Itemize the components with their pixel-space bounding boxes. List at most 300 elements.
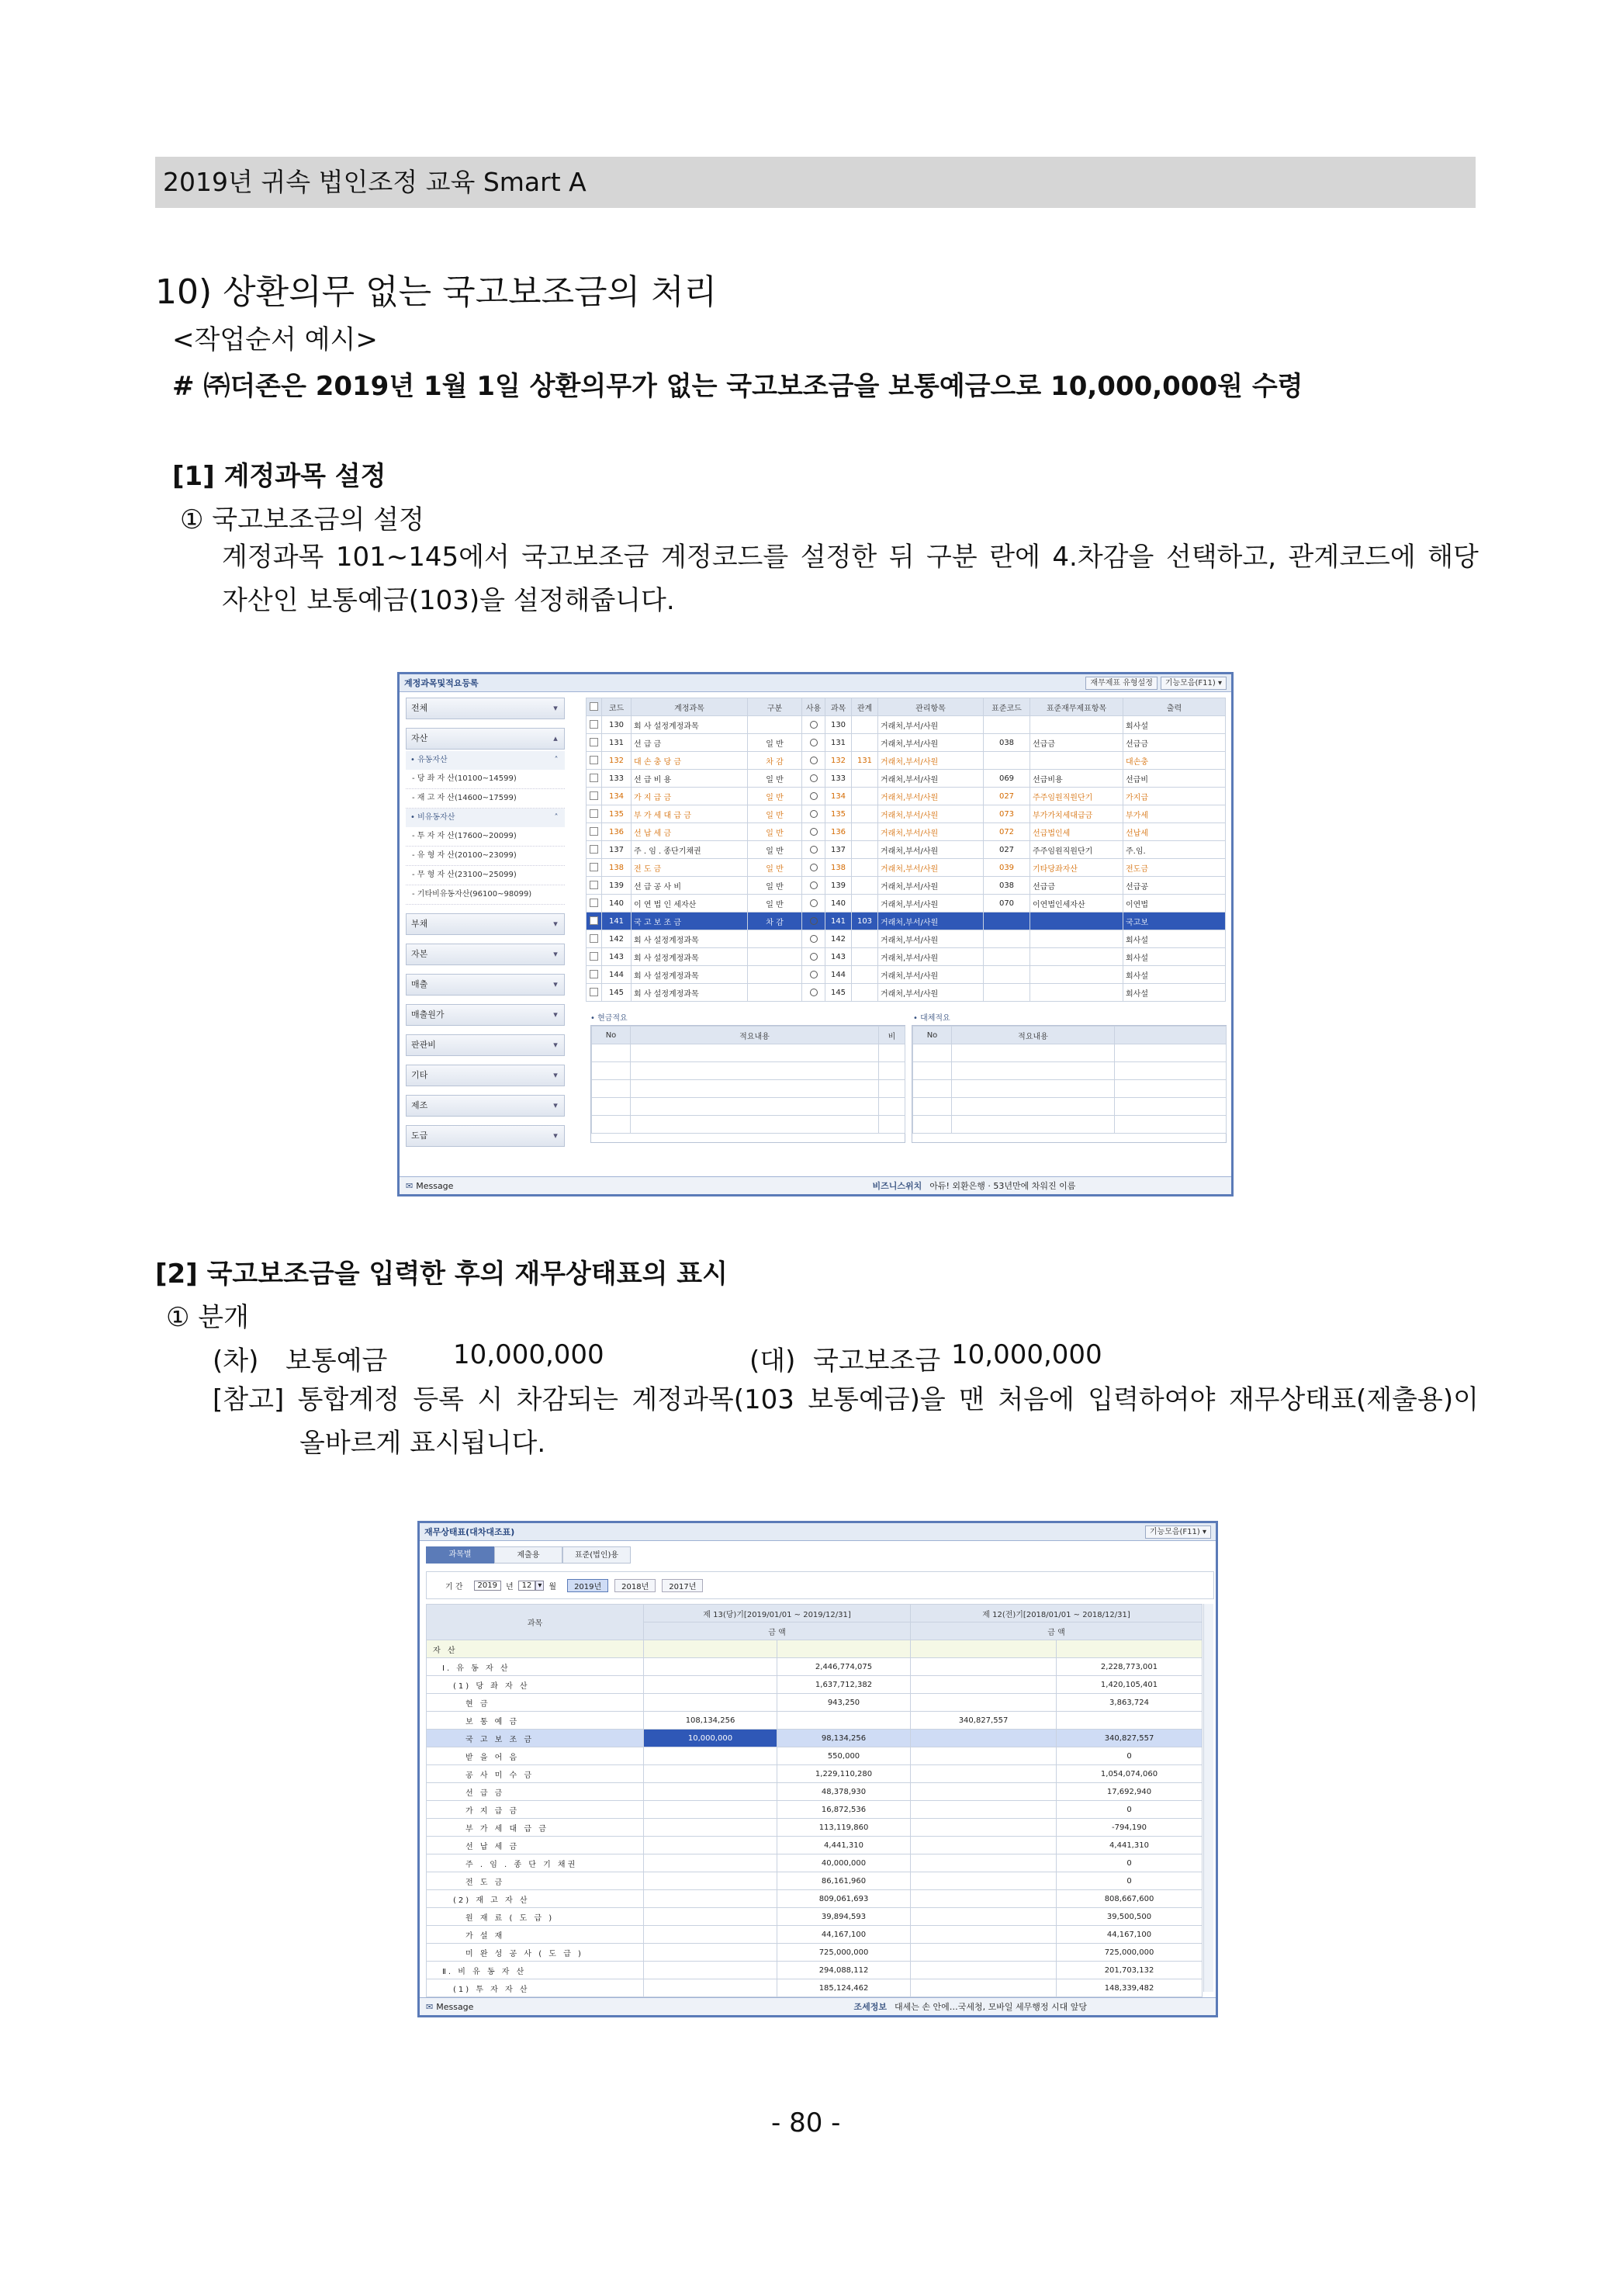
- row-checkbox[interactable]: [587, 770, 602, 788]
- row-checkbox[interactable]: [587, 823, 602, 841]
- note-line2: 올바르게 표시됩니다.: [299, 1428, 546, 1459]
- table-cell: 회 사 설정계정과목: [632, 930, 748, 948]
- account-name: 가 지 급 금: [427, 1801, 644, 1819]
- chevron-down-icon: ▾: [553, 703, 558, 713]
- word: 입력하여야: [1088, 1384, 1216, 1415]
- table-cell: 131: [852, 752, 878, 770]
- table-cell: [802, 948, 825, 966]
- section-heading: 10) 상환의무 없는 국고보조금의 처리: [155, 272, 718, 312]
- account-name: 보 통 예 금: [427, 1712, 644, 1730]
- word: 관계코드에: [1288, 542, 1416, 573]
- table-cell: [802, 788, 825, 805]
- amount-cell: 44,167,100: [1057, 1926, 1203, 1944]
- transfer-memo-grid: [912, 1025, 1227, 1143]
- table-cell: 거래처,부서/사원: [878, 770, 984, 788]
- column-header[interactable]: 코드: [602, 698, 632, 716]
- table-cell: [802, 841, 825, 859]
- step2-item: ① 분개: [166, 1302, 249, 1333]
- amount-cell: 17,692,940: [1057, 1783, 1203, 1801]
- account-name: 주 . 임 . 종 단 기 채권: [427, 1854, 644, 1872]
- tab-standard[interactable]: 표준(법인)용: [562, 1546, 631, 1564]
- table-cell: 일 반: [748, 859, 802, 877]
- cash-memo-grid: [590, 1025, 905, 1143]
- amount-cell: [644, 1872, 777, 1890]
- category-all[interactable]: 전체 ▾: [406, 698, 565, 719]
- amount-cell: 725,000,000: [1057, 1944, 1203, 1962]
- window-title: 재무상태표(대차대조표): [424, 1527, 515, 1537]
- table-cell: 거래처,부서/사원: [878, 877, 984, 895]
- table-cell: 거래처,부서/사원: [878, 841, 984, 859]
- table-cell: [852, 966, 878, 984]
- function-menu-button[interactable]: 기능모음(F11) ▾: [1145, 1525, 1211, 1539]
- table-cell: 038: [984, 877, 1030, 895]
- amount-cell: [777, 1712, 911, 1730]
- table-cell: 부 가 세 대 급 금: [632, 805, 748, 823]
- word: 계정코드를: [661, 542, 789, 573]
- account-name: 부 가 세 대 급 금: [427, 1819, 644, 1837]
- amount-cell: [911, 1801, 1057, 1819]
- use-flag-icon: [810, 953, 818, 961]
- amount-cell: 1,229,110,280: [777, 1765, 911, 1783]
- amount-cell: 148,339,482: [1057, 1979, 1203, 1997]
- account-name: 국 고 보 조 금: [427, 1730, 644, 1747]
- account-name: 자 산: [427, 1640, 644, 1658]
- use-flag-icon: [810, 757, 818, 764]
- amount-cell: [644, 1783, 777, 1801]
- credit-amount: 10,000,000: [951, 1339, 1102, 1370]
- amount-cell: 98,134,256: [777, 1730, 911, 1747]
- table-cell: 143: [825, 948, 852, 966]
- table-row[interactable]: [427, 1712, 1203, 1730]
- word: [참고]: [213, 1384, 285, 1415]
- table-cell: [1030, 966, 1123, 984]
- table-cell: 027: [984, 841, 1030, 859]
- table-row[interactable]: [427, 1854, 1203, 1872]
- table-cell: 회 사 설정계정과목: [632, 716, 748, 734]
- amount-cell: [911, 1837, 1057, 1854]
- message-icon: ✉: [426, 2001, 434, 2012]
- row-checkbox[interactable]: [587, 841, 602, 859]
- amount-cell: 1,637,712,382: [777, 1676, 911, 1694]
- category-cost-of-sales[interactable]: 매출원가 ▾: [406, 1004, 565, 1026]
- table-cell: 138: [825, 859, 852, 877]
- amount-cell: [644, 1944, 777, 1962]
- amount-cell: 0: [1057, 1801, 1203, 1819]
- word: 선택하고,: [1165, 542, 1277, 573]
- column-header[interactable]: 관계: [852, 698, 878, 716]
- table-cell: [802, 877, 825, 895]
- amount-cell: 4,441,310: [777, 1837, 911, 1854]
- column-header[interactable]: 계정과목: [632, 698, 748, 716]
- amount-cell: 294,088,112: [777, 1962, 911, 1979]
- table-row[interactable]: [587, 984, 1226, 1002]
- table-cell: 기타당좌자산: [1030, 859, 1123, 877]
- category-liabilities[interactable]: 부채 ▾: [406, 913, 565, 935]
- use-flag-icon: [810, 810, 818, 818]
- table-row[interactable]: [587, 930, 1226, 948]
- table-row[interactable]: [427, 1926, 1203, 1944]
- table-row[interactable]: [427, 1765, 1203, 1783]
- amount-cell: [644, 1908, 777, 1926]
- table-cell: 138: [602, 859, 632, 877]
- table-row[interactable]: [587, 752, 1226, 770]
- table-row[interactable]: [587, 948, 1226, 966]
- table-row[interactable]: [427, 1676, 1203, 1694]
- table-cell: 일 반: [748, 770, 802, 788]
- amount-cell: 16,872,536: [777, 1801, 911, 1819]
- column-header[interactable]: 표준재무제표항목: [1030, 698, 1123, 716]
- table-cell: 130: [602, 716, 632, 734]
- period-bar: [426, 1571, 1214, 1599]
- category-assets[interactable]: 자산 ▴: [406, 728, 565, 750]
- table-row[interactable]: [587, 841, 1226, 859]
- amount-cell: [911, 1783, 1057, 1801]
- amount-cell: [911, 1640, 1057, 1658]
- row-checkbox[interactable]: [587, 913, 602, 930]
- use-flag-icon: [810, 846, 818, 854]
- table-cell: [802, 895, 825, 913]
- amount-cell: 2,228,773,001: [1057, 1658, 1203, 1676]
- step2-title: [2] 국고보조금을 입력한 후의 재무상태표의 표시: [155, 1259, 728, 1290]
- table-cell: 일 반: [748, 841, 802, 859]
- table-cell: 가 지 급 금: [632, 788, 748, 805]
- table-cell: 거래처,부서/사원: [878, 948, 984, 966]
- table-cell: 일 반: [748, 788, 802, 805]
- table-row[interactable]: [427, 1783, 1203, 1801]
- sub-tangible-assets[interactable]: - 유 형 자 산(20100~23099): [406, 847, 565, 866]
- category-manufacturing[interactable]: 제조 ▾: [406, 1095, 565, 1117]
- table-row[interactable]: [587, 734, 1226, 752]
- table-row[interactable]: [427, 1819, 1203, 1837]
- use-flag-icon: [810, 917, 818, 925]
- amount-cell: 0: [1057, 1872, 1203, 1890]
- page-number: - 80 -: [771, 2107, 841, 2138]
- table-cell: 140: [602, 895, 632, 913]
- category-sga[interactable]: 판관비 ▾: [406, 1034, 565, 1056]
- sub-intangible-assets[interactable]: - 무 형 자 산(23100~25099): [406, 866, 565, 885]
- window-title: 계정과목및적요등록: [404, 678, 479, 688]
- amount-cell: [644, 1747, 777, 1765]
- row-checkbox[interactable]: [587, 788, 602, 805]
- category-sidebar: [406, 698, 565, 1155]
- document-header: 2019년 귀속 법인조정 교육 Smart A: [155, 157, 1476, 208]
- table-row[interactable]: [587, 859, 1226, 877]
- amount-cell: [911, 1658, 1057, 1676]
- table-cell: 144: [825, 966, 852, 984]
- category-sales[interactable]: 매출 ▾: [406, 974, 565, 996]
- amount-cell: 39,500,500: [1057, 1908, 1203, 1926]
- status-text[interactable]: 아듀! 외환은행 · 53년만에 차워진 이름: [929, 1181, 1076, 1191]
- account-name: 선 납 세 금: [427, 1837, 644, 1854]
- amount-cell: [911, 1854, 1057, 1872]
- table-cell: 거래처,부서/사원: [878, 930, 984, 948]
- amount-cell: 1,054,074,060: [1057, 1765, 1203, 1783]
- month-dropdown-icon[interactable]: ▾: [535, 1581, 544, 1591]
- sub-quick-assets[interactable]: - 당 좌 자 산(10100~14599): [406, 770, 565, 789]
- account-name: 가 설 재: [427, 1926, 644, 1944]
- use-flag-icon: [810, 935, 818, 943]
- table-cell: [802, 913, 825, 930]
- table-row[interactable]: [427, 1837, 1203, 1854]
- table-row[interactable]: [427, 1979, 1203, 1997]
- table-cell: [802, 823, 825, 841]
- table-cell: 가지급: [1123, 788, 1226, 805]
- table-row[interactable]: [587, 770, 1226, 788]
- row-checkbox[interactable]: [587, 984, 602, 1002]
- debit-amount: 10,000,000: [453, 1339, 604, 1370]
- amount-cell: [644, 1890, 777, 1908]
- row-checkbox[interactable]: [587, 752, 602, 770]
- table-cell: 141: [825, 913, 852, 930]
- category-other[interactable]: 기타 ▾: [406, 1065, 565, 1086]
- function-menu-button[interactable]: 기능모음(F11) ▾: [1161, 677, 1227, 690]
- year-button-2018[interactable]: 2018년: [614, 1579, 656, 1592]
- group-noncurrent-assets[interactable]: • 비유동자산 ˄: [406, 809, 565, 827]
- amount-cell: [1057, 1640, 1203, 1658]
- row-checkbox[interactable]: [587, 948, 602, 966]
- table-cell: [802, 930, 825, 948]
- table-cell: 131: [825, 734, 852, 752]
- table-cell: 027: [984, 788, 1030, 805]
- use-flag-icon: [810, 739, 818, 746]
- amount-cell: 2,446,774,075: [777, 1658, 911, 1676]
- chevron-up-icon: ▴: [553, 733, 558, 743]
- row-checkbox[interactable]: [587, 877, 602, 895]
- table-cell: 부가가치세대급금: [1030, 805, 1123, 823]
- table-cell: 141: [602, 913, 632, 930]
- table-row[interactable]: [427, 1730, 1203, 1747]
- column-header[interactable]: 관리항목: [878, 698, 984, 716]
- table-cell: [748, 930, 802, 948]
- month-input[interactable]: 12: [518, 1581, 536, 1591]
- table-cell: [852, 805, 878, 823]
- period-label: 기 간: [445, 1582, 463, 1591]
- table-cell: 134: [602, 788, 632, 805]
- account-name: 미 완 성 공 사 ( 도 급 ): [427, 1944, 644, 1962]
- word: 란에: [989, 542, 1040, 573]
- table-cell: 거래처,부서/사원: [878, 716, 984, 734]
- amount-cell: 185,124,462: [777, 1979, 911, 1997]
- table-cell: 거래처,부서/사원: [878, 895, 984, 913]
- message-label: Message: [436, 2001, 474, 2012]
- account-name: 현 금: [427, 1694, 644, 1712]
- table-cell: 일 반: [748, 823, 802, 841]
- table-row[interactable]: [427, 1694, 1203, 1712]
- word: 국고보조금: [521, 542, 649, 573]
- select-all-checkbox[interactable]: [587, 698, 602, 716]
- table-cell: 선 급 공 사 비: [632, 877, 748, 895]
- account-name: 받 을 어 음: [427, 1747, 644, 1765]
- table-cell: [852, 895, 878, 913]
- table-cell: 거래처,부서/사원: [878, 752, 984, 770]
- table-cell: 주.임.: [1123, 841, 1226, 859]
- row-checkbox[interactable]: [587, 734, 602, 752]
- table-row[interactable]: [587, 788, 1226, 805]
- word: 보통예금)을: [808, 1384, 946, 1415]
- table-row[interactable]: [587, 823, 1226, 841]
- table-cell: [852, 948, 878, 966]
- table-row[interactable]: [427, 1658, 1203, 1676]
- table-cell: [1030, 948, 1123, 966]
- table-cell: 거래처,부서/사원: [878, 966, 984, 984]
- category-equity[interactable]: 자본 ▾: [406, 944, 565, 965]
- column-header[interactable]: 사용: [802, 698, 825, 716]
- table-cell: 차 감: [748, 913, 802, 930]
- section-subheading: <작업순서 예시>: [172, 324, 378, 355]
- table-cell: 103: [852, 913, 878, 930]
- sub-other-noncurrent[interactable]: - 기타비유동자산(96100~98099): [406, 885, 565, 905]
- table-row[interactable]: [427, 1640, 1203, 1658]
- table-row[interactable]: [587, 716, 1226, 734]
- amount-cell: [777, 1640, 911, 1658]
- column-header[interactable]: 표준코드: [984, 698, 1030, 716]
- tab-submission[interactable]: 제출용: [494, 1546, 562, 1564]
- table-cell: 선급금: [1030, 877, 1123, 895]
- year-input[interactable]: 2019: [474, 1581, 501, 1591]
- amount-cell: [644, 1854, 777, 1872]
- table-cell: 133: [825, 770, 852, 788]
- amount-cell: 48,378,930: [777, 1783, 911, 1801]
- message-icon: ✉: [406, 1180, 414, 1191]
- amount-cell: 44,167,100: [777, 1926, 911, 1944]
- word: 통합계정: [297, 1384, 400, 1415]
- table-row[interactable]: [587, 805, 1226, 823]
- table-cell: 전도금: [1123, 859, 1226, 877]
- year-button-2017[interactable]: 2017년: [662, 1579, 703, 1592]
- chevron-down-icon: ▾: [553, 949, 558, 959]
- table-cell: [1030, 984, 1123, 1002]
- amount-cell: 3,863,724: [1057, 1694, 1203, 1712]
- sub-investment-assets[interactable]: - 투 자 자 산(17600~20099): [406, 827, 565, 847]
- table-cell: 회사설: [1123, 716, 1226, 734]
- amount-cell: [644, 1819, 777, 1837]
- amount-cell: 943,250: [777, 1694, 911, 1712]
- table-cell: [852, 930, 878, 948]
- account-grid: [586, 698, 1225, 999]
- tab-by-account[interactable]: 과목별: [426, 1546, 494, 1564]
- word: 재무상태표(제출용)이: [1228, 1384, 1479, 1415]
- vertical-scrollbar[interactable]: [1203, 1604, 1213, 1992]
- memo-no-header: No: [592, 1027, 631, 1044]
- amount-cell: [911, 1979, 1057, 1997]
- step1-item: ① 국고보조금의 설정: [180, 504, 424, 535]
- table-cell: 070: [984, 895, 1030, 913]
- table-cell: [1030, 716, 1123, 734]
- amount-cell: [644, 1765, 777, 1783]
- table-cell: 145: [825, 984, 852, 1002]
- word: 맨: [959, 1384, 985, 1415]
- table-cell: [802, 966, 825, 984]
- row-checkbox[interactable]: [587, 859, 602, 877]
- table-cell: [802, 805, 825, 823]
- table-row[interactable]: [427, 1890, 1203, 1908]
- amount-cell: 0: [1057, 1747, 1203, 1765]
- step2-note: [213, 1378, 1479, 1465]
- table-cell: 거래처,부서/사원: [878, 913, 984, 930]
- table-row[interactable]: [427, 1944, 1203, 1962]
- amount-cell: 39,894,593: [777, 1908, 911, 1926]
- table-cell: [1030, 913, 1123, 930]
- word: 101~145에서: [335, 542, 510, 573]
- format-setting-button[interactable]: 재무제표 유형설정: [1085, 677, 1157, 690]
- row-checkbox[interactable]: [587, 966, 602, 984]
- amount-cell: [911, 1944, 1057, 1962]
- table-cell: [984, 966, 1030, 984]
- amount-cell: [644, 1640, 777, 1658]
- word: 해당: [1427, 542, 1479, 573]
- table-cell: 이 연 법 인 세자산: [632, 895, 748, 913]
- status-text[interactable]: 대세는 손 안에…국세청, 모바일 세무행정 시대 앞당: [894, 2002, 1087, 2012]
- table-row[interactable]: [427, 1747, 1203, 1765]
- amount-cell: 0: [1057, 1854, 1203, 1872]
- table-cell: [984, 752, 1030, 770]
- amount-cell: [911, 1819, 1057, 1837]
- table-cell: [802, 984, 825, 1002]
- account-header: 과목: [427, 1605, 644, 1640]
- table-cell: 선 납 세 금: [632, 823, 748, 841]
- table-cell: 132: [825, 752, 852, 770]
- account-table: [586, 698, 1226, 1002]
- table-row[interactable]: [587, 913, 1226, 930]
- word: 시: [477, 1384, 504, 1415]
- row-checkbox[interactable]: [587, 930, 602, 948]
- table-row[interactable]: [587, 966, 1226, 984]
- row-checkbox[interactable]: [587, 895, 602, 913]
- use-flag-icon: [810, 899, 818, 907]
- table-row[interactable]: [587, 895, 1226, 913]
- table-row[interactable]: [427, 1801, 1203, 1819]
- table-cell: 대손충: [1123, 752, 1226, 770]
- row-checkbox[interactable]: [587, 716, 602, 734]
- table-cell: 회사설: [1123, 948, 1226, 966]
- table-cell: [852, 877, 878, 895]
- note-line1: [213, 1378, 1479, 1422]
- table-cell: [852, 984, 878, 1002]
- account-name: (2) 재 고 자 산: [427, 1890, 644, 1908]
- table-cell: 일 반: [748, 895, 802, 913]
- word: 처음에: [998, 1384, 1075, 1415]
- amount-cell: [911, 1694, 1057, 1712]
- table-cell: 142: [825, 930, 852, 948]
- amount-cell: [911, 1890, 1057, 1908]
- word: 설정한: [800, 542, 877, 573]
- table-cell: [852, 770, 878, 788]
- table-row[interactable]: [427, 1872, 1203, 1890]
- row-checkbox[interactable]: [587, 805, 602, 823]
- use-flag-icon: [810, 721, 818, 729]
- amount-cell: 809,061,693: [777, 1890, 911, 1908]
- sub-inventory-assets[interactable]: - 재 고 자 산(14600~17599): [406, 789, 565, 809]
- year-button-2019[interactable]: 2019년: [567, 1579, 608, 1592]
- column-header[interactable]: 출력: [1123, 698, 1226, 716]
- table-row[interactable]: [587, 877, 1226, 895]
- table-row[interactable]: [427, 1962, 1203, 1979]
- table-cell: 130: [825, 716, 852, 734]
- column-header[interactable]: 구분: [748, 698, 802, 716]
- step1-line2: 자산인 보통예금(103)을 설정해줍니다.: [222, 585, 675, 616]
- table-cell: 주 . 임 . 종단기채권: [632, 841, 748, 859]
- word: 구분: [926, 542, 978, 573]
- column-header[interactable]: 과목: [825, 698, 852, 716]
- table-cell: 136: [602, 823, 632, 841]
- memo-content-header: 적요내용: [952, 1027, 1115, 1044]
- table-cell: [748, 948, 802, 966]
- chevron-down-icon: ▾: [553, 1100, 558, 1110]
- table-row[interactable]: [427, 1908, 1203, 1926]
- amount-cell: 340,827,557: [1057, 1730, 1203, 1747]
- category-contract[interactable]: 도급 ▾: [406, 1125, 565, 1147]
- group-current-assets[interactable]: • 유동자산 ˄: [406, 751, 565, 770]
